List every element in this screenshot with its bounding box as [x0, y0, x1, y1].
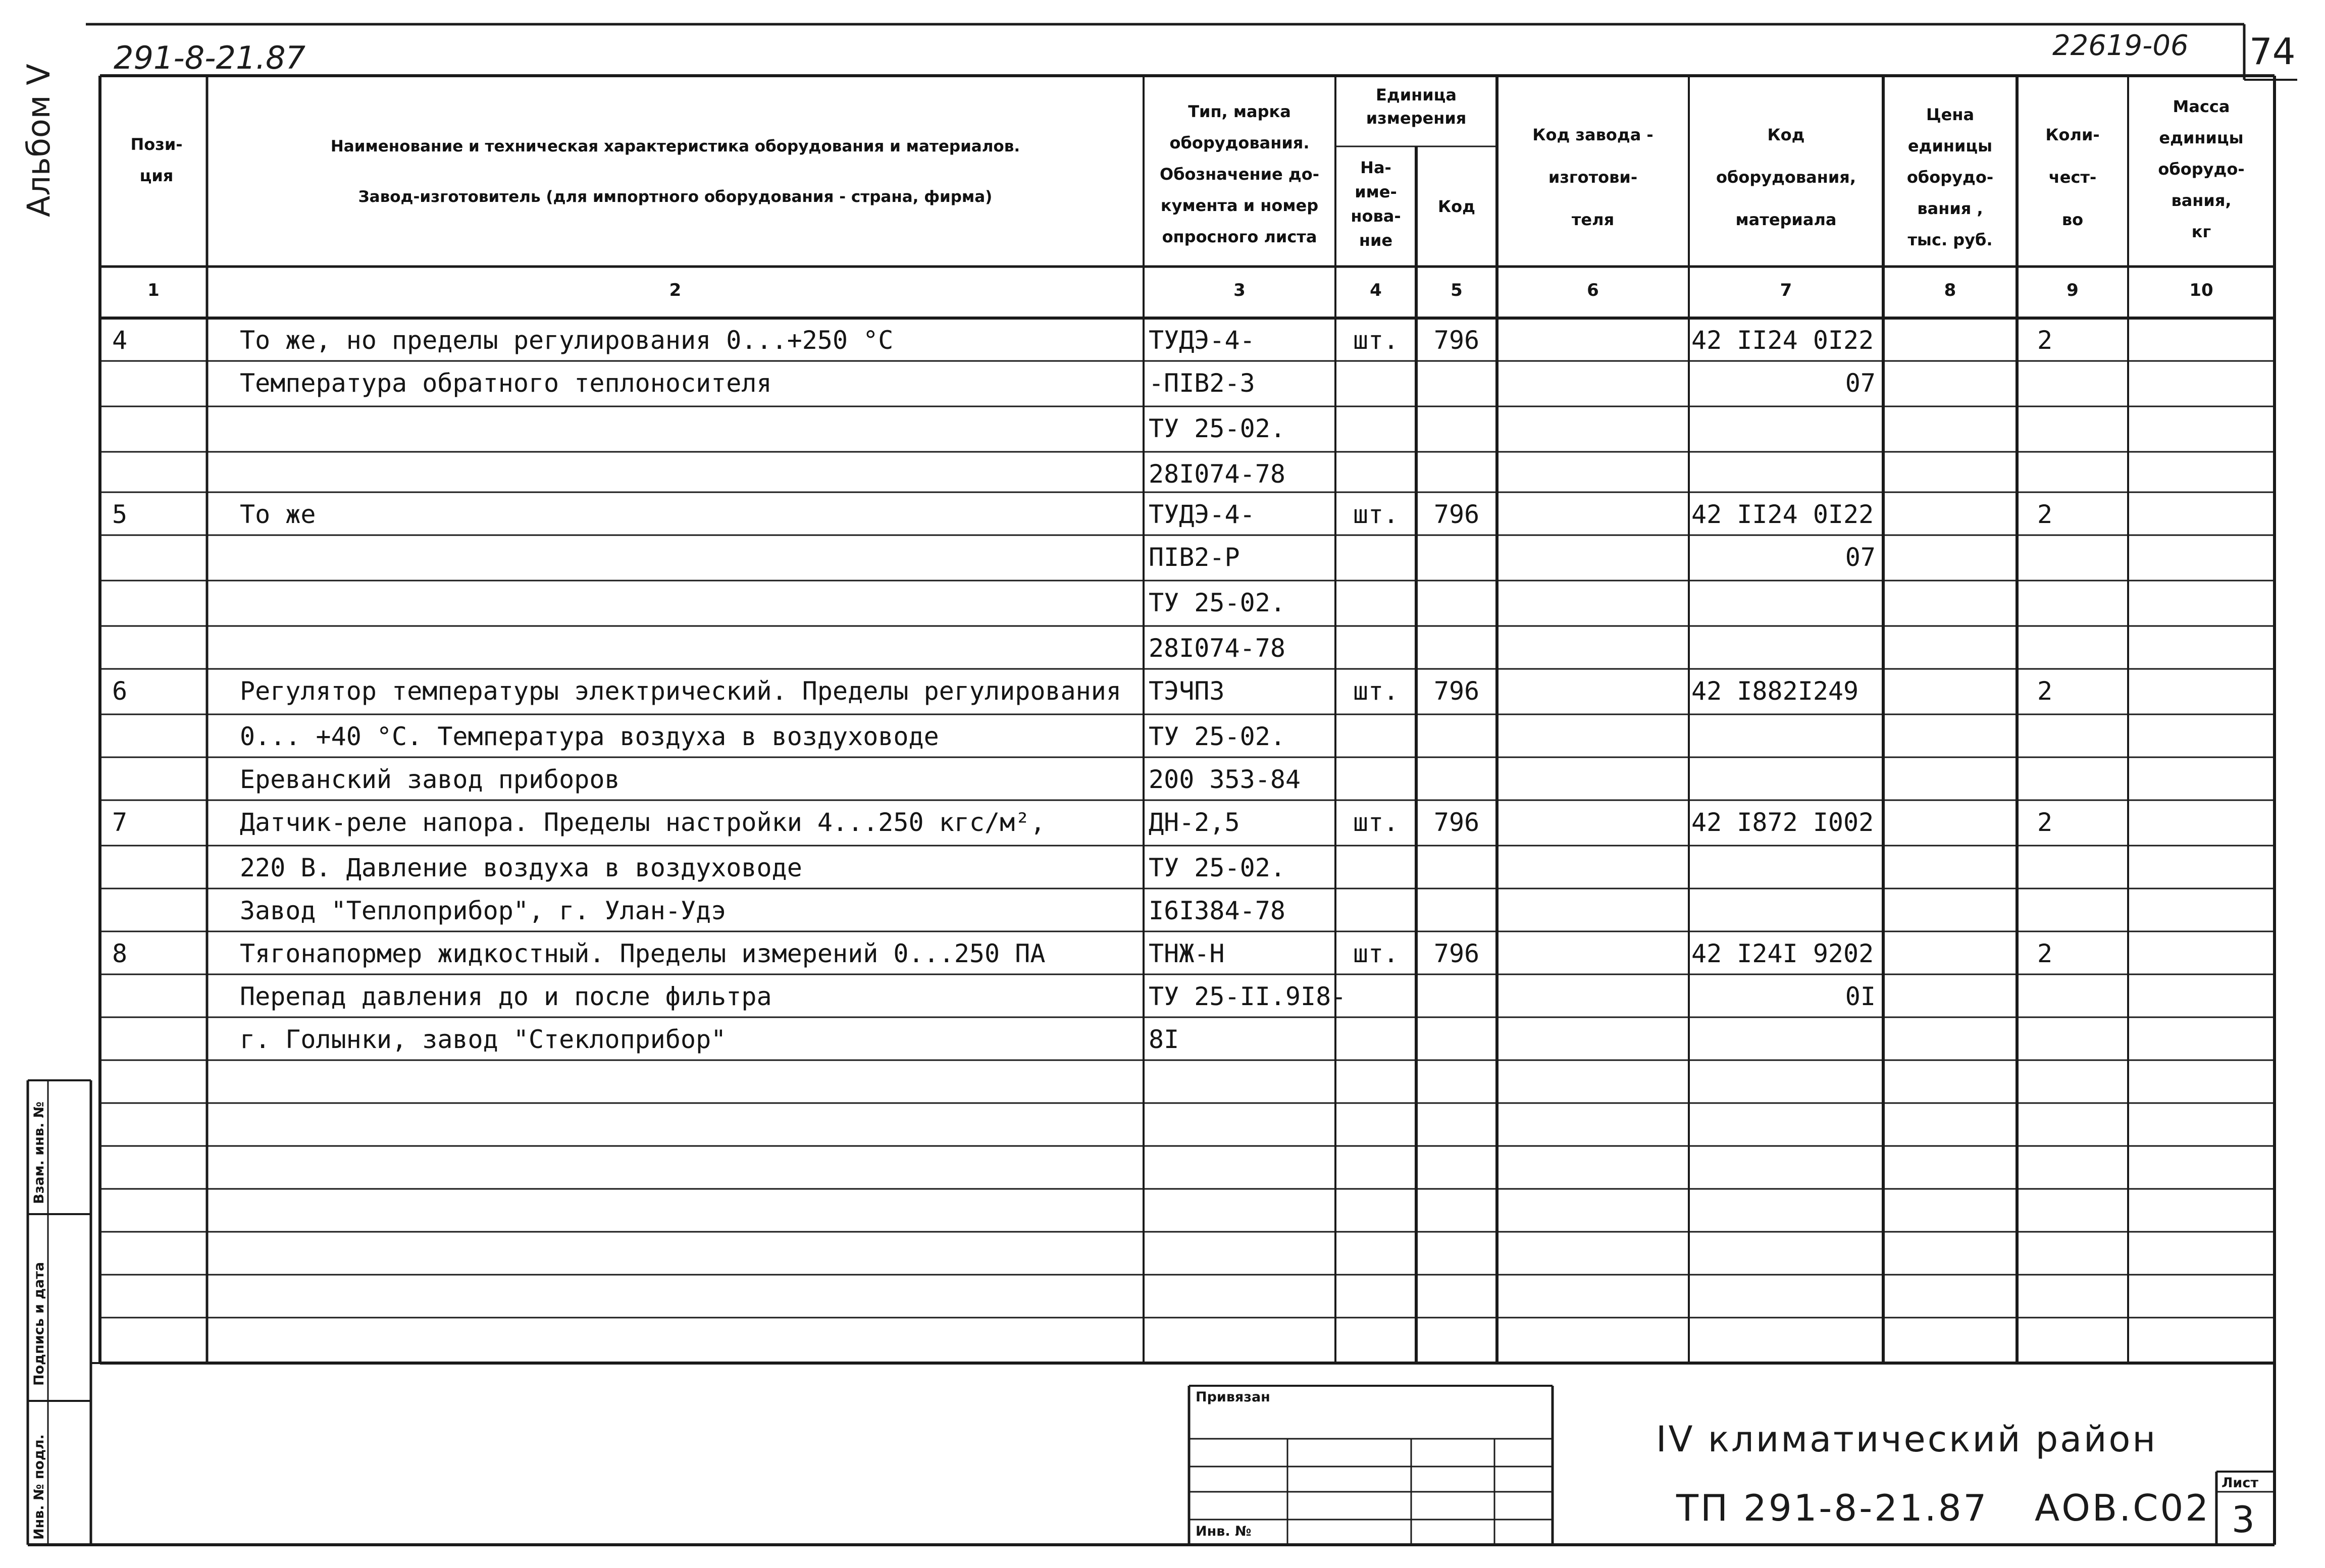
cell-type: I6I384-78 [1149, 896, 1285, 925]
cell-unit: шт. [1353, 326, 1399, 355]
cell-unit: шт. [1353, 808, 1399, 837]
cell-ucode: 796 [1433, 939, 1480, 968]
cell-type: ТУДЭ-4- [1149, 500, 1255, 529]
cell-type: ТУ 25-02. [1149, 588, 1285, 617]
cell-name: Ереванский завод приборов [240, 765, 620, 794]
cell-name: Тягонапормер жидкостный. Пределы измерений 0...250 ПА [240, 939, 1046, 968]
header-unit-name: На- име- нова- ние [1351, 158, 1401, 250]
cell-type: ТУ 25-II.9I8- [1149, 982, 1347, 1011]
cell-type: ТУДЭ-4- [1149, 326, 1255, 355]
cell-eqcode: 42 I872 I002 [1691, 808, 1874, 837]
cell-unit: шт. [1353, 939, 1399, 968]
cell-eqcode: 07 [1845, 543, 1876, 572]
cell-eqcode: 42 II24 0I22 [1691, 500, 1874, 529]
cell-pos: 6 [112, 676, 128, 706]
column-number: 1 [147, 280, 160, 300]
cell-name: Регулятор температуры электрический. Пределы регулирования [240, 676, 1121, 706]
cell-qty: 2 [2037, 326, 2053, 355]
cell-name: Датчик-реле напора. Пределы настройки 4...250 кгс/м², [240, 808, 1046, 837]
cell-ucode: 796 [1433, 500, 1480, 529]
climate-region: IV климатический район [1656, 1419, 2158, 1460]
cell-type: ТУ 25-02. [1149, 414, 1285, 443]
header-mass: Масса единицы оборудо- вания, кг [2158, 97, 2245, 241]
cell-type: 200 353-84 [1149, 765, 1301, 794]
bound-inv-label: Инв. № [1196, 1524, 1252, 1539]
stamp-sign-date: Подпись и дата [31, 1262, 47, 1386]
cell-name: Перепад давления до и после фильтра [240, 982, 772, 1011]
header-quantity: Коли- чест- во [2045, 125, 2100, 229]
column-number: 3 [1233, 280, 1246, 300]
header-unit-group: Единица измерения [1366, 85, 1467, 128]
bound-label: Привязан [1196, 1389, 1270, 1405]
cell-eqcode: 42 II24 0I22 [1691, 326, 1874, 355]
cell-name: г. Голынки, завод "Стеклоприбор" [240, 1025, 727, 1054]
cell-type: ТЭЧП3 [1149, 676, 1225, 706]
column-number: 7 [1780, 280, 1792, 300]
header-plant-code: Код завода - изготови- теля [1532, 125, 1654, 229]
document-code: ТП 291-8-21.87 [1676, 1487, 1989, 1529]
cell-type: 8I [1149, 1025, 1179, 1054]
column-number: 10 [2189, 280, 2213, 300]
header-type: Тип, марка оборудования. Обозначение до- кумента и номер опросного листа [1160, 102, 1319, 246]
album-label: Альбом V [20, 64, 57, 217]
cell-qty: 2 [2037, 676, 2053, 706]
column-number: 8 [1944, 280, 1956, 300]
cell-unit: шт. [1353, 676, 1399, 706]
drawing-code-handwritten: 291-8-21.87 [114, 39, 306, 76]
cell-type: ДН-2,5 [1149, 808, 1240, 837]
cell-eqcode: 07 [1845, 369, 1876, 398]
sheet-code: АОВ.С02 [2035, 1487, 2211, 1529]
sheet-label: Лист [2221, 1475, 2258, 1491]
cell-type: ТУ 25-02. [1149, 853, 1285, 882]
header-name: Наименование и техническая характеристика оборудования и материалов. Завод-изготовитель (для импортного оборудования - страна, фирма) [330, 137, 1020, 206]
header-position: Пози- ция [130, 135, 183, 185]
header-price: Цена единицы оборудо- вания , тыс. руб. [1906, 105, 1994, 249]
cell-eqcode: 0I [1845, 982, 1876, 1011]
cell-eqcode: 42 I24I 9202 [1691, 939, 1874, 968]
column-number: 6 [1587, 280, 1599, 300]
cell-name: 0... +40 °С. Температура воздуха в воздуховоде [240, 722, 939, 751]
cell-ucode: 796 [1433, 676, 1480, 706]
column-number: 4 [1370, 280, 1382, 300]
cell-type: -ПIВ2-3 [1149, 369, 1255, 398]
cell-name: Завод "Теплоприбор", г. Улан-Удэ [240, 896, 727, 925]
column-number: 5 [1451, 280, 1463, 300]
cell-ucode: 796 [1433, 326, 1480, 355]
cell-qty: 2 [2037, 939, 2053, 968]
cell-type: 28I074-78 [1149, 634, 1285, 663]
cell-pos: 5 [112, 500, 128, 529]
cell-name: То же, но пределы регулирования 0...+250 °С [240, 326, 894, 355]
sheet-number: 3 [2232, 1498, 2257, 1541]
cell-qty: 2 [2037, 500, 2053, 529]
header-equipment-code: Код оборудования, материала [1716, 125, 1856, 229]
cell-qty: 2 [2037, 808, 2053, 837]
cell-ucode: 796 [1433, 808, 1480, 837]
cell-eqcode: 42 I882I249 [1691, 676, 1859, 706]
cell-type: ТУ 25-02. [1149, 722, 1285, 751]
cell-pos: 7 [112, 808, 128, 837]
cell-name: Температура обратного теплоносителя [240, 369, 772, 398]
column-number: 2 [669, 280, 682, 300]
stamp-inv-original: Инв. № подл. [31, 1434, 47, 1540]
cell-pos: 4 [112, 326, 128, 355]
cell-type: 28I074-78 [1149, 459, 1285, 489]
cell-unit: шт. [1353, 500, 1399, 529]
page-corner-number: 74 [2249, 30, 2296, 73]
cell-type: ПIВ2-Р [1149, 543, 1240, 572]
cell-pos: 8 [112, 939, 128, 968]
cell-name: То же [240, 500, 316, 529]
header-unit-code: Код [1438, 197, 1475, 216]
cell-type: ТНЖ-Н [1149, 939, 1225, 968]
archive-code-handwritten: 22619-06 [2052, 29, 2189, 62]
column-number: 9 [2066, 280, 2079, 300]
stamp-replaced-inv: Взам. инв. № [31, 1101, 47, 1204]
cell-name: 220 В. Давление воздуха в воздуховоде [240, 853, 802, 882]
